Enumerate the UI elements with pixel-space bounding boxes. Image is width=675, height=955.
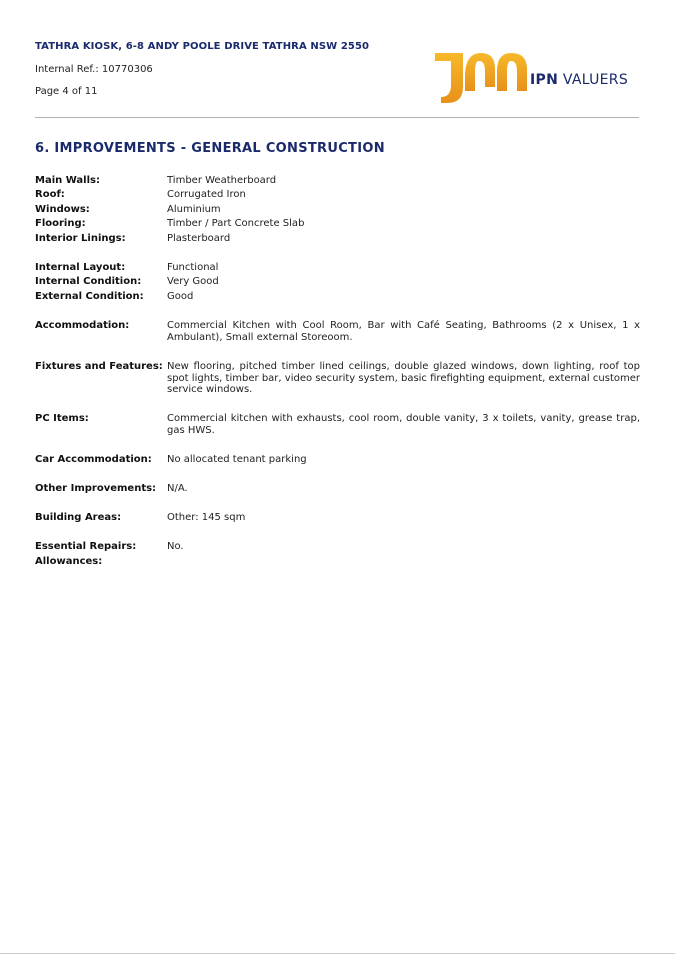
footer-divider xyxy=(0,953,675,954)
logo-swoosh-icon xyxy=(433,47,529,105)
field-value: No allocated tenant parking xyxy=(167,454,307,465)
field-value: Corrugated Iron xyxy=(167,189,246,200)
field-label: Building Areas: xyxy=(35,512,122,523)
field-value: No. xyxy=(167,541,184,552)
field-label-line: Allowances: xyxy=(35,555,103,567)
field-label: PC Items: xyxy=(35,413,89,424)
field-value: Aluminium xyxy=(167,204,221,215)
field-label: Accommodation: xyxy=(35,320,130,331)
field-label: External Condition: xyxy=(35,291,144,302)
field-value: Very Good xyxy=(167,276,219,287)
field-label: Fixtures and Features: xyxy=(35,361,163,372)
field-value: Other: 145 sqm xyxy=(167,512,246,523)
field-value: Commercial Kitchen with Cool Room, Bar with Café Seating, Bathrooms (2 x Unisex, 1 x Ambulant), Small external Storeoom. xyxy=(167,320,640,343)
ipn-valuers-logo xyxy=(433,47,638,105)
field-label: Other Improvements: xyxy=(35,483,157,494)
field-value: Timber Weatherboard xyxy=(167,175,277,186)
field-label: Roof: xyxy=(35,189,65,200)
section-heading: 6. IMPROVEMENTS - GENERAL CONSTRUCTION xyxy=(35,141,385,156)
field-label: Internal Condition: xyxy=(35,276,142,287)
field-value: Good xyxy=(167,291,194,302)
property-address: TATHRA KIOSK, 6-8 ANDY POOLE DRIVE TATHRA NSW 2550 xyxy=(35,41,370,52)
page-number: Page 4 of 11 xyxy=(35,86,98,97)
field-label: Interior Linings: xyxy=(35,233,126,244)
header-divider xyxy=(35,117,639,118)
logo-wordmark: IPN VALUERS xyxy=(530,72,629,88)
field-label xyxy=(35,541,167,567)
field-label: Windows: xyxy=(35,204,90,215)
field-label: Main Walls: xyxy=(35,175,100,186)
field-label: Flooring: xyxy=(35,218,86,229)
field-value: N/A. xyxy=(167,483,188,494)
field-value: Plasterboard xyxy=(167,233,231,244)
internal-reference: Internal Ref.: 10770306 xyxy=(35,64,153,75)
field-label: Internal Layout: xyxy=(35,262,126,273)
field-value: Timber / Part Concrete Slab xyxy=(167,218,305,229)
field-value: Functional xyxy=(167,262,219,273)
field-label-line: Essential Repairs: xyxy=(35,541,137,552)
field-label: Car Accommodation: xyxy=(35,454,152,465)
field-value: New flooring, pitched timber lined ceilings, double glazed windows, down lighting, roof top spot lights, timber bar, video security system, basic firefighting equipment, external customer service windows. xyxy=(167,361,640,396)
field-value: Commercial kitchen with exhausts, cool room, double vanity, 3 x toilets, vanity, grease trap, gas HWS. xyxy=(167,413,640,436)
